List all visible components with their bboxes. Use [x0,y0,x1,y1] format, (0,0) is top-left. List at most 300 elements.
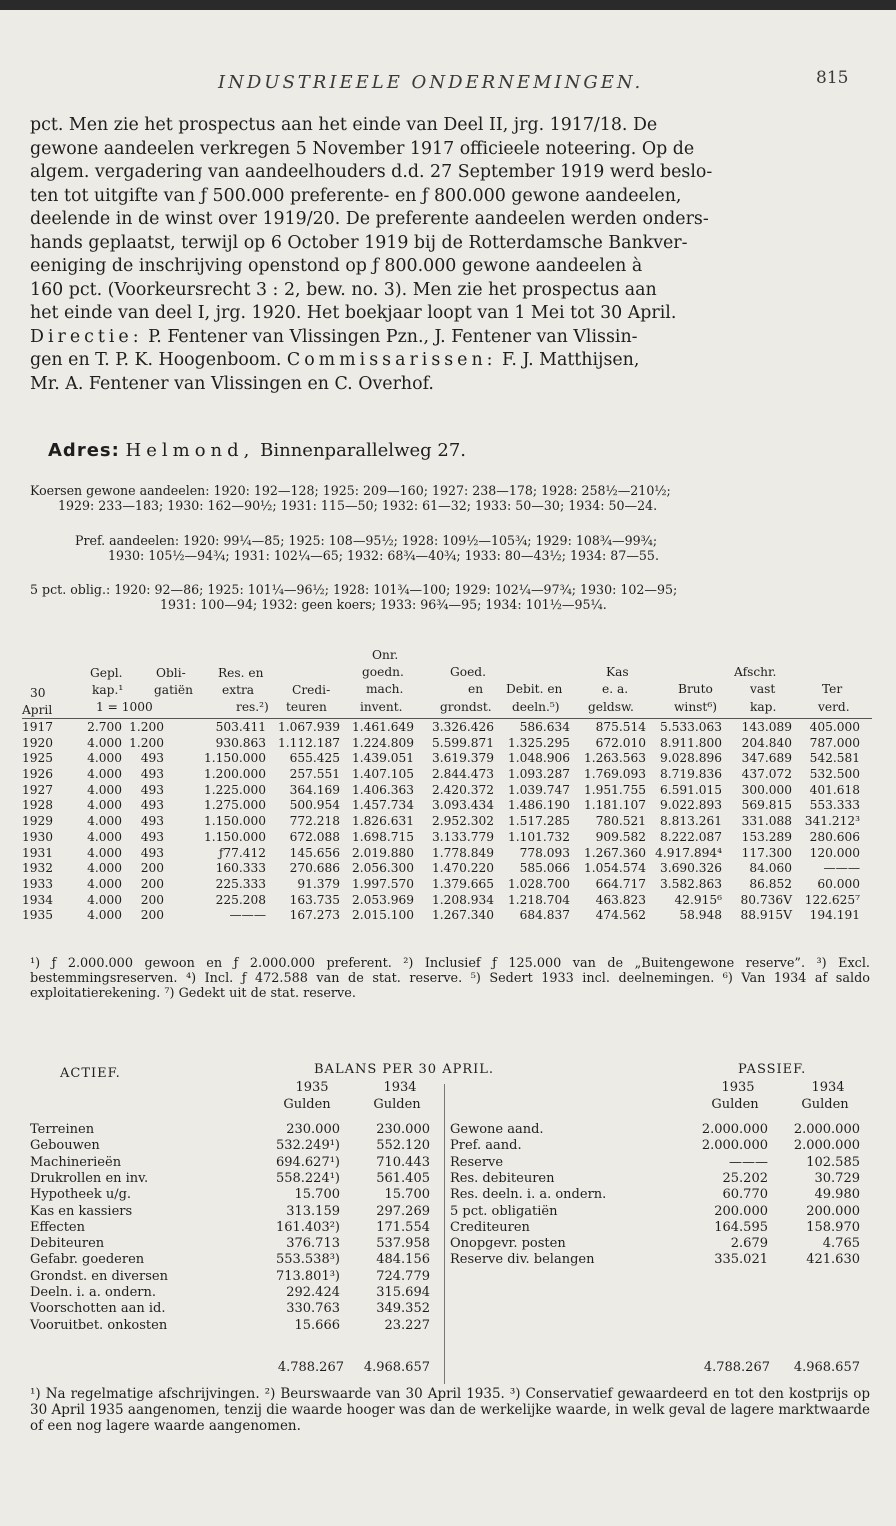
table-cell: 1931 [22,845,54,860]
actief-value: 313.159 [286,1203,340,1219]
commissarissen-label: Commissarissen: [286,350,497,370]
table-cell: 405.000 [809,720,860,734]
table-cell: 1932 [22,861,54,876]
body-line: gewone aandeelen verkregen 5 November 1917 officieele noteering. Op de [30,138,695,159]
passief-row [450,1220,870,1236]
col-header: Onr. [372,648,399,662]
table-cell: 1.379.665 [431,876,494,891]
address-street: Binnenparallelweg 27. [260,440,466,461]
table-cell: 2.844.473 [431,767,494,782]
actief-value: 315.694 [376,1285,430,1300]
actief-value: 694.627¹) [275,1154,340,1170]
table-cell: 8.222.087 [659,829,722,844]
actief-value: 330.763 [286,1301,340,1317]
table-cell: 1.224.809 [351,735,414,750]
table-cell: 930.863 [215,735,266,750]
col-header: grondst. [440,700,492,714]
actief-label: Debiteuren [30,1236,105,1252]
col-header: verd. [818,700,850,714]
actief-value: 713.801³) [275,1268,340,1284]
col-header: extra [222,683,255,697]
actief-row [30,1301,440,1317]
actief-label: Drukrollen en inv. [30,1170,149,1186]
table-cell: 3.133.779 [431,829,494,844]
table-cell: 778.093 [519,845,570,860]
passief-value: 2.000.000 [701,1122,768,1137]
table-cell: 225.208 [215,892,266,907]
table-cell: 1928 [22,798,54,813]
actief-value: 297.269 [376,1203,430,1219]
actief-row [30,1236,440,1252]
table-cell: 3.093.434 [431,798,494,813]
col-header: mach. [366,682,404,696]
table-cell: 1.150.000 [203,814,266,829]
table-cell: 672.010 [595,735,646,750]
currency-label: Gulden [373,1097,421,1112]
col-header: kap.¹ [92,683,124,697]
passief-row [450,1171,870,1187]
table-cell: 2.019.880 [351,845,414,860]
table-cell: 84.060 [749,861,792,876]
table-row [22,736,872,752]
table-cell: 532.500 [809,767,860,782]
table-cell: 153.289 [741,829,792,844]
passief-value: 200.000 [806,1203,860,1219]
actief-value: 561.405 [376,1170,430,1186]
body-line: het einde van deel I, jrg. 1920. Het boekjaar loopt van 1 Mei tot 30 April. [30,303,677,323]
table-row [22,767,872,783]
passief-label: Crediteuren [450,1219,530,1235]
actief-value: 532.249¹) [275,1138,340,1154]
actief-row [30,1220,440,1236]
year-1935: 1935 [295,1080,329,1095]
table-cell: 585.066 [519,861,570,876]
passief-label: 5 pct. obligatiën [450,1203,558,1219]
col-header: Obli- [156,666,186,680]
table-cell: 672.088 [289,829,340,844]
actief-label: Grondst. en diversen [30,1268,168,1284]
running-title: INDUSTRIEELE ONDERNEMINGEN. [218,72,644,93]
table-cell: 91.379 [297,876,340,891]
table-cell: 4.000 [87,782,122,797]
year-1935: 1935 [721,1080,755,1095]
passief-value: 60.770 [722,1187,768,1203]
year-1934: 1934 [811,1080,845,1095]
passief-value: 30.729 [814,1170,860,1186]
table-cell: 5.599.871 [431,735,494,750]
table-cell: 1925 [22,751,54,766]
passief-value: 421.630 [806,1252,860,1268]
table-cell: 1933 [22,876,54,891]
actief-label: Hypotheek u/g. [30,1187,132,1203]
table-cell: 503.411 [215,720,266,734]
table-cell: 493 [140,845,164,860]
actief-title: ACTIEF. [60,1066,121,1081]
page-number: 815 [816,68,849,88]
table-cell: 1.407.105 [351,767,414,782]
col-header: kap. [750,700,777,714]
table-cell: 4.000 [87,908,122,923]
passief-value: 49.980 [814,1187,860,1203]
passief-value: 2.000.000 [793,1138,860,1154]
table-cell: 270.686 [289,861,340,876]
currency-label: Gulden [283,1097,331,1112]
table-cell: 2.015.100 [351,908,414,923]
balance-footnotes: ¹) Na regelmatige afschrijvingen. ²) Beurswaarde van 30 April 1935. ³) Conservatief gewaardeerd en tot den kostprijs op 30 April 1935 aangenomen, tenzij die waarde hooger was dan de werkelijke waarde, in welk geval de lagere marktwaarde of een nog lagere waarde aangenomen. [30,1386,870,1434]
table-cell: 1.325.295 [507,735,570,750]
table-cell: 1.826.631 [351,814,414,829]
table-cell: 1.517.285 [507,814,570,829]
table-cell: 780.521 [595,814,646,829]
table-cell: 4.000 [87,861,122,876]
passief-value: 200.000 [714,1203,768,1219]
table-cell: 2.420.372 [431,782,494,797]
actief-value: 230.000 [376,1122,430,1137]
body-line: 160 pct. (Voorkeursrecht 3 : 2, bew. no. 3). Men zie het prospectus aan [30,279,657,300]
body-line: ten tot uitgifte van ƒ 500.000 preferente- en ƒ 800.000 gewone aandeelen, [30,185,682,206]
table-row [22,846,872,862]
col-header: Ter [822,682,843,696]
actief-row [30,1269,440,1285]
actief-label: Effecten [30,1219,85,1235]
table-row [22,877,872,893]
table-cell: 1.028.700 [507,876,570,891]
table-cell: 2.700 [87,720,122,734]
table-cell: 9.028.896 [659,751,722,766]
table-cell: 8.911.800 [659,735,722,750]
directie-line: Mr. A. Fentener van Vlissingen en C. Overhof. [30,373,434,394]
table-cell: 1.457.734 [351,798,414,813]
col-header: res.²) [236,700,269,714]
actief-row [30,1318,440,1334]
table-cell: 4.000 [87,798,122,813]
table-cell: 160.333 [215,861,266,876]
table-cell: 569.815 [741,798,792,813]
actief-value: 23.227 [384,1317,430,1333]
passief-value: 2.679 [730,1236,768,1252]
col-header: e. a. [602,682,629,696]
koersen-oblig-line: 1931: 100—94; 1932: geen koers; 1933: 96¾—95; 1934: 101½—95¼. [160,597,607,612]
koersen-gewone-line: Koersen gewone aandeelen: 1920: 192—128; 1925: 209—160; 1927: 238—178; 1928: 258½—210½; [30,483,671,498]
table-cell: 3.619.379 [431,751,494,766]
passief-label: Onopgevr. posten [450,1236,566,1252]
table-cell: 1917 [22,720,54,734]
table-cell: 664.717 [595,876,646,891]
passief-value: 4.765 [822,1236,860,1252]
table-cell: 4.000 [87,767,122,782]
body-line: eeniging de inschrijving openstond op ƒ 800.000 gewone aandeelen à [30,256,643,276]
table-cell: 1.101.732 [507,829,570,844]
table-cell: 1926 [22,767,54,782]
table-cell: 257.551 [289,767,340,782]
table-cell: 1.181.107 [583,798,646,813]
table-cell: 401.618 [809,782,860,797]
table-cell: 1934 [22,892,54,907]
passief-label: Reserve div. belangen [450,1252,595,1268]
table-cell: 163.735 [289,892,340,907]
table-cell: 1.406.363 [351,782,414,797]
directie-text: gen en T. P. K. Hoogenboom. [30,350,287,370]
table-cell: 542.581 [809,751,860,766]
table-cell: 120.000 [809,845,860,860]
table-row [22,908,872,924]
actief-label: Voorschotten aan id. [30,1301,166,1317]
table-cell: 143.089 [741,720,792,734]
col-header: Credi- [292,683,331,697]
table-cell: 1.054.574 [583,861,646,876]
table-cell: 875.514 [595,720,646,734]
table-cell: 787.000 [809,735,860,750]
table-cell: 463.823 [595,892,646,907]
table-cell: 1.698.715 [351,829,414,844]
table-cell: 493 [140,829,164,844]
table-cell: 225.333 [215,876,266,891]
table-row [22,893,872,909]
table-cell: 1920 [22,735,54,750]
table-cell: 117.300 [741,845,792,860]
actief-value: 230.000 [286,1122,340,1137]
actief-value: 537.958 [376,1236,430,1252]
table-cell: 1930 [22,829,54,844]
col-header: Debit. en [506,682,563,696]
table-cell: ——— [229,908,266,923]
col-header: Res. en [218,666,264,680]
table-cell: 2.053.969 [351,892,414,907]
body-line: algem. vergadering van aandeelhouders d.d. 27 September 1919 werd beslo- [30,162,713,182]
col-header: deeln.⁵) [512,700,560,714]
passief-row [450,1155,870,1171]
table-cell: 1.200 [129,720,164,734]
table-cell: 194.191 [809,908,860,923]
col-header: Goed. [450,665,486,679]
table-cell: 1935 [22,908,54,923]
directie-line [30,349,868,373]
actief-row [30,1187,440,1203]
passief-total-1934: 4.968.657 [793,1360,860,1375]
table-cell: 772.218 [289,814,340,829]
col-header: geldsw. [588,700,634,714]
table-cell: 493 [140,767,164,782]
financial-history-table [22,646,872,924]
table-cell: 4.000 [87,845,122,860]
table-cell: 1.218.704 [507,892,570,907]
actief-value: 484.156 [376,1252,430,1268]
table-cell: ƒ77.412 [218,845,266,860]
passief-value: 102.585 [806,1154,860,1170]
col-header: Gepl. [90,666,123,680]
col-header: goedn. [362,665,404,679]
currency-label: Gulden [711,1097,759,1112]
table-cell: 1.439.051 [351,751,414,766]
table-row [22,830,872,846]
actief-row [30,1171,440,1187]
col-header: April [22,703,53,717]
body-line: deelende in de winst over 1919/20. De preferente aandeelen werden onders- [30,209,709,229]
table-cell: 204.840 [741,735,792,750]
address-label: Adres: [48,440,120,461]
table-cell: 1.112.187 [277,735,340,750]
table-cell: 1.263.563 [583,751,646,766]
table-cell: 1.150.000 [203,829,266,844]
actief-row [30,1122,440,1138]
table-cell: 341.212³ [804,814,860,829]
table-cell: 437.072 [741,767,792,782]
actief-label: Gebouwen [30,1138,100,1154]
table-row [22,720,872,736]
col-header: 30 [30,686,46,700]
table-cell: 200 [140,861,164,876]
table-cell: 493 [140,782,164,797]
passief-label: Res. debiteuren [450,1170,555,1186]
actief-value: 15.700 [384,1187,430,1203]
table-cell: 167.273 [289,908,340,923]
table-cell: 1.951.755 [583,782,646,797]
table-cell: 3.326.426 [431,720,494,734]
table-cell: 8.813.261 [659,814,722,829]
table-cell: 1.067.939 [277,720,340,734]
table-row [22,751,872,767]
table-cell: 8.719.836 [659,767,722,782]
table-cell: 655.425 [289,751,340,766]
passief-value: 2.000.000 [793,1122,860,1137]
col-header: invent. [360,700,403,714]
table-cell: 1.267.360 [583,845,646,860]
actief-value: 558.224¹) [275,1170,340,1186]
table-cell: 493 [140,751,164,766]
table-notes: ¹) ƒ 2.000.000 gewoon en ƒ 2.000.000 preferent. ²) Inclusief ƒ 125.000 van de „Buitengewone reserve”. ³) Excl. bestemmingsreserven. ⁴) Incl. ƒ 472.588 van de stat. reserve. ⁵) Sedert 1933 incl. deelnemingen. ⁶) Van 1934 af saldo exploitatierekening. ⁷) Gedekt uit de stat. reserve. [30,956,870,1001]
passief-value: 164.595 [714,1219,768,1235]
table-cell: 474.562 [595,908,646,923]
table-cell: 200 [140,908,164,923]
address-line [48,440,466,461]
actief-value: 349.352 [376,1301,430,1317]
table-cell: 280.606 [809,829,860,844]
table-cell: 586.634 [519,720,570,734]
table-cell: 2.056.300 [351,861,414,876]
actief-value: 376.713 [286,1236,340,1252]
year-1934: 1934 [383,1080,417,1095]
table-cell: 1.225.000 [203,782,266,797]
table-cell: 909.582 [595,829,646,844]
body-paragraph [30,114,868,396]
table-cell: 200 [140,892,164,907]
col-header: en [468,682,484,696]
table-cell: 1.275.000 [203,798,266,813]
table-cell: 1.200.000 [203,767,266,782]
actief-row [30,1252,440,1268]
col-header: vast [750,682,776,696]
table-cell: 3.690.326 [659,861,722,876]
actief-label: Gefabr. goederen [30,1252,145,1268]
table-cell: 42.915⁶ [674,892,722,907]
table-cell: 1927 [22,782,54,797]
passief-label: Gewone aand. [450,1122,544,1137]
actief-total-1934: 4.968.657 [363,1360,430,1375]
actief-label: Deeln. i. a. ondern. [30,1285,156,1300]
table-cell: 493 [140,798,164,813]
balance-title: BALANS PER 30 APRIL. [314,1062,495,1077]
passief-value: ——— [729,1154,768,1170]
actief-row [30,1204,440,1220]
table-cell: 300.000 [741,782,792,797]
actief-value: 710.443 [376,1154,430,1170]
table-cell: 347.689 [741,751,792,766]
table-cell: 3.582.863 [659,876,722,891]
commissarissen-text: F. J. Matthijsen, [496,350,640,370]
table-cell: 4.000 [87,735,122,750]
koersen-oblig-line: 5 pct. oblig.: 1920: 92—86; 1925: 101¼—96½; 1928: 101¾—100; 1929: 102¼—97¾; 1930: 102—95; [30,582,678,597]
actief-value: 171.554 [376,1219,430,1235]
table-row [22,861,872,877]
body-line: hands geplaatst, terwijl op 6 October 1919 bij de Rotterdamsche Bankver- [30,232,688,253]
header-rule [22,718,872,719]
col-header: Afschr. [734,665,777,679]
table-cell: 4.917.894⁴ [655,845,722,860]
passief-row [450,1138,870,1154]
table-cell: 1.150.000 [203,751,266,766]
table-cell: 1.093.287 [507,767,570,782]
body-line: pct. Men zie het prospectus aan het einde van Deel II, jrg. 1917/18. De [30,115,658,135]
passief-row [450,1236,870,1252]
col-header: Bruto [678,682,713,696]
table-cell: 331.088 [741,814,792,829]
actief-label: Vooruitbet. onkosten [30,1317,168,1333]
table-cell: 1.048.906 [507,751,570,766]
running-header [0,66,896,96]
table-cell: 1929 [22,814,54,829]
table-cell: 4.000 [87,876,122,891]
passief-title: PASSIEF. [738,1062,807,1077]
koersen-gewone-line: 1929: 233—183; 1930: 162—90½; 1931: 115—50; 1932: 61—32; 1933: 50—30; 1934: 50—24. [58,498,658,513]
table-cell: 58.948 [679,908,722,923]
col-header: winst⁶) [674,700,717,714]
passief-row [450,1187,870,1203]
actief-row [30,1155,440,1171]
actief-value: 15.700 [294,1187,340,1203]
passief-value: 25.202 [722,1170,768,1186]
koersen-pref-line: 1930: 105½—94¾; 1931: 102¼—65; 1932: 68¾—40¾; 1933: 80—43½; 1934: 87—55. [108,548,659,563]
actief-label: Kas en kassiers [30,1203,133,1219]
table-cell: 1.769.093 [583,767,646,782]
table-cell: 2.952.302 [431,814,494,829]
column-divider [444,1084,445,1384]
passief-row [450,1122,870,1138]
passief-value: 158.970 [806,1219,860,1235]
actief-label: Machinerieën [30,1154,122,1170]
actief-value: 161.403²) [275,1219,340,1235]
table-cell: 1.039.747 [507,782,570,797]
table-row [22,783,872,799]
table-cell: ——— [823,861,860,876]
table-cell: 4.000 [87,892,122,907]
col-header: teuren [286,700,327,714]
actief-label: Terreinen [30,1122,95,1137]
actief-value: 15.666 [294,1317,340,1333]
table-cell: 1.778.849 [431,845,494,860]
table-cell: 684.837 [519,908,570,923]
table-cell: 4.000 [87,751,122,766]
table-cell: 1.200 [129,735,164,750]
directie-line [30,326,868,350]
table-body [22,720,872,924]
passief-value: 2.000.000 [701,1138,768,1154]
table-cell: 60.000 [817,876,860,891]
passief-label: Pref. aand. [450,1138,522,1154]
table-row [22,814,872,830]
passief-value: 335.021 [714,1252,768,1268]
address-place: Helmond, [125,440,255,461]
table-cell: 145.656 [289,845,340,860]
